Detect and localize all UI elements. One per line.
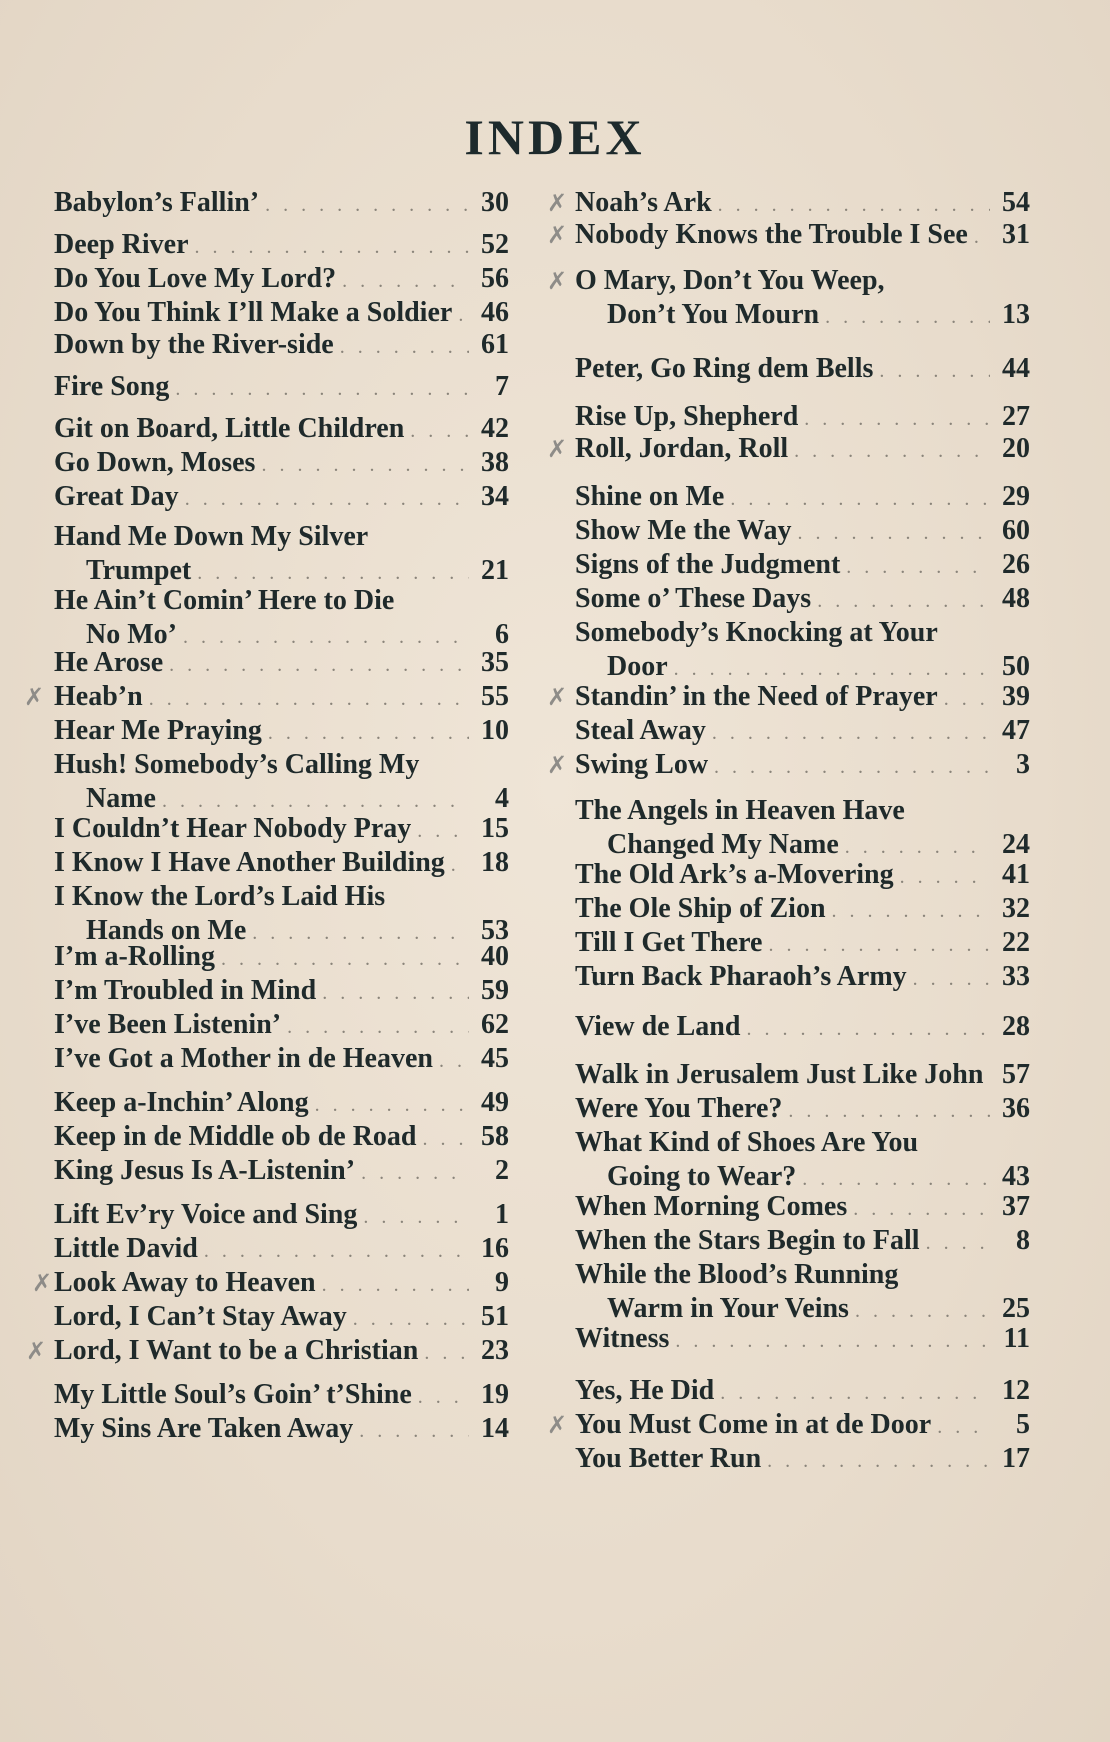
leader-dots: [825, 300, 990, 334]
page-number: 49: [481, 1087, 509, 1118]
index-entry: [575, 858, 1030, 894]
page-number: 46: [481, 297, 509, 328]
page-number: 48: [1002, 583, 1030, 614]
leader-dots: [798, 516, 991, 550]
entry-title: Lift Ev’ry Voice and Sing: [54, 1199, 358, 1230]
page-number: 27: [1002, 401, 1030, 432]
leader-dots: [974, 220, 990, 254]
entry-title-continued: Don’t You Mourn: [607, 299, 820, 330]
page-number: 21: [481, 555, 509, 586]
leader-dots: [804, 402, 990, 436]
page-number: 29: [1002, 481, 1030, 512]
entry-title: The Old Ark’s a-Movering: [575, 859, 894, 890]
page-number: 55: [481, 681, 509, 712]
leader-dots: [794, 434, 990, 468]
entry-title: Deep River: [54, 229, 189, 260]
leader-dots: [675, 1324, 990, 1358]
index-entry: [575, 582, 1030, 618]
index-entry: [54, 846, 509, 882]
leader-dots: [169, 648, 469, 682]
entry-title: Yes, He Did: [575, 1375, 715, 1406]
page-number: 44: [1002, 353, 1030, 384]
leader-dots: [175, 372, 469, 406]
index-entry: [54, 714, 509, 750]
page-number: 33: [1002, 961, 1030, 992]
index-entry: [54, 1232, 509, 1268]
leader-dots: [937, 1410, 990, 1444]
page-number: 25: [1002, 1293, 1030, 1324]
index-entry: [54, 1008, 509, 1044]
page-number: 34: [481, 481, 509, 512]
entry-title: Noah’s Ark: [575, 187, 712, 218]
page-number: 31: [1002, 219, 1030, 250]
entry-title: Go Down, Moses: [54, 447, 256, 478]
entry-title: I Know the Lord’s Laid His: [54, 881, 386, 912]
leader-dots: [149, 682, 469, 716]
entry-title: Witness: [575, 1323, 670, 1354]
leader-dots: [185, 482, 469, 516]
entry-title: Nobody Knows the Trouble I See: [575, 219, 968, 250]
index-entry: [54, 1154, 509, 1190]
page-number: 62: [481, 1009, 509, 1040]
index-entry: [54, 940, 509, 976]
leader-dots: [340, 330, 469, 364]
page-number: 37: [1002, 1191, 1030, 1222]
leader-dots: [768, 928, 990, 962]
check-mark-icon: ✗: [32, 1269, 53, 1297]
check-mark-icon: ✗: [547, 751, 568, 779]
leader-dots: [322, 1268, 469, 1302]
entry-title: Somebody’s Knocking at Your: [575, 617, 938, 648]
index-entry: [54, 748, 509, 818]
entry-title: My Sins Are Taken Away: [54, 1413, 354, 1444]
leader-dots: [817, 584, 990, 618]
index-entry: [575, 748, 1030, 784]
entry-title-continued: Trumpet: [86, 555, 192, 586]
page-number: 11: [1003, 1323, 1030, 1354]
index-entry: [575, 714, 1030, 750]
leader-dots: [359, 1414, 469, 1448]
index-entry: [575, 926, 1030, 962]
page-number: 53: [481, 915, 509, 946]
page-number: 43: [1002, 1161, 1030, 1192]
index-entry: [575, 186, 1030, 222]
index-entry: [575, 480, 1030, 516]
check-mark-icon: ✗: [547, 683, 568, 711]
entry-title: Lord, I Want to be a Christian: [54, 1335, 419, 1366]
page-number: 57: [1002, 1059, 1030, 1090]
leader-dots: [730, 482, 990, 516]
page-number: 1: [495, 1199, 509, 1230]
entry-title: Were You There?: [575, 1093, 783, 1124]
page-number: 42: [481, 413, 509, 444]
index-entry: [575, 680, 1030, 716]
index-entry: [54, 228, 509, 264]
page-number: 2: [495, 1155, 509, 1186]
page-number: 19: [481, 1379, 509, 1410]
entry-title: Keep in de Middle ob de Road: [54, 1121, 417, 1152]
entry-title-continued: Going to Wear?: [607, 1161, 797, 1192]
leader-dots: [417, 814, 469, 848]
index-entry: [54, 328, 509, 364]
page-number: 9: [495, 1267, 509, 1298]
page-number: 52: [481, 229, 509, 260]
index-entry: [575, 1374, 1030, 1410]
index-entry: [575, 1258, 1030, 1328]
entry-title-continued: Changed My Name: [607, 829, 839, 860]
entry-title: My Little Soul’s Goin’ t’Shine: [54, 1379, 412, 1410]
index-entry: [54, 1300, 509, 1336]
entry-title: Shine on Me: [575, 481, 725, 512]
entry-title: Steal Away: [575, 715, 706, 746]
page-number: 16: [481, 1233, 509, 1264]
leader-dots: [410, 414, 469, 448]
index-entry: [54, 296, 509, 332]
index-entry: [575, 1408, 1030, 1444]
index-entry: [54, 812, 509, 848]
page-number: 35: [481, 647, 509, 678]
leader-dots: [439, 1044, 469, 1078]
page-number: 30: [481, 187, 509, 218]
leader-dots: [720, 1376, 990, 1410]
page-number: 4: [495, 783, 509, 814]
leader-dots: [221, 942, 469, 976]
leader-dots: [879, 354, 990, 388]
entry-title: Fire Song: [54, 371, 170, 402]
index-entry: [54, 370, 509, 406]
page-number: 59: [481, 975, 509, 1006]
entry-title: I’m Troubled in Mind: [54, 975, 317, 1006]
entry-title: When the Stars Begin to Fall: [575, 1225, 920, 1256]
index-entry: [54, 1086, 509, 1122]
entry-title: I Couldn’t Hear Nobody Pray: [54, 813, 412, 844]
entry-title: Rise Up, Shepherd: [575, 401, 799, 432]
entry-title: Peter, Go Ring dem Bells: [575, 353, 874, 384]
entry-title-continued: Warm in Your Veins: [607, 1293, 849, 1324]
leader-dots: [315, 1088, 469, 1122]
entry-title: Do You Think I’ll Make a Soldier: [54, 297, 453, 328]
entry-title: You Must Come in at de Door: [575, 1409, 932, 1440]
page-number: 47: [1002, 715, 1030, 746]
page-number: 12: [1002, 1375, 1030, 1406]
entry-title: Little David: [54, 1233, 198, 1264]
index-entry: [54, 480, 509, 516]
page-number: 23: [481, 1335, 509, 1366]
leader-dots: [913, 962, 990, 996]
entry-title: Some o’ These Days: [575, 583, 812, 614]
leader-dots: [363, 1200, 469, 1234]
index-entry: [54, 1198, 509, 1234]
entry-title: Till I Get There: [575, 927, 763, 958]
page-number: 60: [1002, 515, 1030, 546]
check-mark-icon: ✗: [547, 189, 568, 217]
entry-title: You Better Run: [575, 1443, 762, 1474]
check-mark-icon: ✗: [547, 1411, 568, 1439]
page-number: 61: [481, 329, 509, 360]
index-entry: [575, 1442, 1030, 1478]
index-entry: [54, 1042, 509, 1078]
page-number: 8: [1016, 1225, 1030, 1256]
page-number: 41: [1002, 859, 1030, 890]
leader-dots: [718, 188, 990, 222]
index-entry: [54, 446, 509, 482]
leader-dots: [261, 448, 469, 482]
index-entry: [54, 584, 509, 654]
page-number: 51: [481, 1301, 509, 1332]
entry-title: Hear Me Praying: [54, 715, 262, 746]
entry-title: Swing Low: [575, 749, 709, 780]
leader-dots: [361, 1156, 469, 1190]
index-entry: [575, 960, 1030, 996]
index-entry: [575, 892, 1030, 928]
leader-dots: [712, 716, 990, 750]
leader-dots: [714, 750, 990, 784]
index-entry: [575, 1126, 1030, 1196]
page-number: 13: [1002, 299, 1030, 330]
check-mark-icon: ✗: [26, 1337, 47, 1365]
entry-title: Git on Board, Little Children: [54, 413, 405, 444]
leader-dots: [204, 1234, 469, 1268]
entry-title: The Angels in Heaven Have: [575, 795, 905, 826]
check-mark-icon: ✗: [547, 267, 568, 295]
page-title: INDEX: [464, 109, 646, 165]
entry-title: Do You Love My Lord?: [54, 263, 337, 294]
index-entry: [575, 218, 1030, 254]
leader-dots: [746, 1012, 990, 1046]
leader-dots: [944, 682, 990, 716]
page-number: 26: [1002, 549, 1030, 580]
entry-title: What Kind of Shoes Are You: [575, 1127, 919, 1158]
page-number: 54: [1002, 187, 1030, 218]
entry-title: Great Day: [54, 481, 179, 512]
index-entry: [54, 1120, 509, 1156]
entry-title-continued: Hands on Me: [86, 915, 247, 946]
leader-dots: [832, 894, 990, 928]
index-entry: [575, 264, 1030, 334]
page-number: 36: [1002, 1093, 1030, 1124]
leader-dots: [342, 264, 469, 298]
entry-title: Look Away to Heaven: [54, 1267, 316, 1298]
entry-title: Roll, Jordan, Roll: [575, 433, 789, 464]
index-entry: [575, 400, 1030, 436]
leader-dots: [451, 848, 469, 882]
entry-title: Standin’ in the Need of Prayer: [575, 681, 938, 712]
entry-title: When Morning Comes: [575, 1191, 848, 1222]
index-entry: [54, 520, 509, 590]
page-number: 3: [1016, 749, 1030, 780]
page-number: 58: [481, 1121, 509, 1152]
leader-dots: [853, 1192, 990, 1226]
index-entry: [575, 1092, 1030, 1128]
index-entry: [575, 1224, 1030, 1260]
leader-dots: [418, 1380, 469, 1414]
index-entry: [54, 1334, 509, 1370]
entry-title: Lord, I Can’t Stay Away: [54, 1301, 347, 1332]
leader-dots: [422, 1122, 469, 1156]
leader-dots: [767, 1444, 990, 1478]
page-number: 39: [1002, 681, 1030, 712]
page-number: 6: [495, 619, 509, 650]
index-entry: [575, 616, 1030, 686]
page-number: 20: [1002, 433, 1030, 464]
entry-title: I Know I Have Another Building: [54, 847, 445, 878]
index-entry: [575, 352, 1030, 388]
index-entry: [54, 262, 509, 298]
entry-title: The Ole Ship of Zion: [575, 893, 826, 924]
index-entry: [575, 548, 1030, 584]
index-entry: [575, 794, 1030, 864]
leader-dots: [926, 1226, 990, 1260]
leader-dots: [268, 716, 469, 750]
leader-dots: [458, 298, 469, 332]
entry-title: Walk in Jerusalem Just Like John: [575, 1059, 984, 1090]
page-number: 10: [481, 715, 509, 746]
entry-title: He Ain’t Comin’ Here to Die: [54, 585, 395, 616]
index-entry: [575, 1190, 1030, 1226]
entry-title: O Mary, Don’t You Weep,: [575, 265, 885, 296]
page-number: 14: [481, 1413, 509, 1444]
page-number: 5: [1016, 1409, 1030, 1440]
page-number: 28: [1002, 1011, 1030, 1042]
index-entry: [54, 412, 509, 448]
entry-title-continued: Door: [607, 651, 668, 682]
leader-dots: [322, 976, 469, 1010]
page-number: 18: [481, 847, 509, 878]
index-entry: [54, 646, 509, 682]
leader-dots: [846, 550, 990, 584]
index-entry: [54, 1412, 509, 1448]
entry-title: View de Land: [575, 1011, 741, 1042]
leader-dots: [788, 1094, 990, 1128]
page-number: 15: [481, 813, 509, 844]
page-number: 17: [1002, 1443, 1030, 1474]
entry-title-continued: Name: [86, 783, 156, 814]
entry-title: While the Blood’s Running: [575, 1259, 899, 1290]
entry-title: Babylon’s Fallin’: [54, 187, 260, 218]
index-entry: [54, 680, 509, 716]
index-entry: [575, 514, 1030, 550]
entry-title: Signs of the Judgment: [575, 549, 841, 580]
leader-dots: [195, 230, 469, 264]
check-mark-icon: ✗: [24, 683, 45, 711]
page-number: 7: [495, 371, 509, 402]
leader-dots: [353, 1302, 469, 1336]
check-mark-icon: ✗: [547, 221, 568, 249]
page-number: 32: [1002, 893, 1030, 924]
entry-title: Heab’n: [54, 681, 143, 712]
leader-dots: [989, 1060, 990, 1094]
index-entry: [54, 1266, 509, 1302]
leader-dots: [424, 1336, 469, 1370]
entry-title-continued: No Mo’: [86, 619, 177, 650]
entry-title: Keep a-Inchin’ Along: [54, 1087, 309, 1118]
index-entry: [575, 1010, 1030, 1046]
index-entry: [54, 186, 509, 222]
leader-dots: [265, 188, 469, 222]
page-number: 38: [481, 447, 509, 478]
entry-title: I’ve Got a Mother in de Heaven: [54, 1043, 433, 1074]
index-entry: [575, 1058, 1030, 1094]
index-entry: [575, 432, 1030, 468]
entry-title: I’ve Been Listenin’: [54, 1009, 282, 1040]
entry-title: I’m a-Rolling: [54, 941, 215, 972]
entry-title: Hand Me Down My Silver: [54, 521, 369, 552]
leader-dots: [287, 1010, 469, 1044]
entry-title: Hush! Somebody’s Calling My: [54, 749, 420, 780]
entry-title: Down by the River-side: [54, 329, 334, 360]
page-number: 40: [481, 941, 509, 972]
index-entry: [575, 1322, 1030, 1358]
leader-dots: [900, 860, 990, 894]
entry-title: He Arose: [54, 647, 164, 678]
index-entry: [54, 974, 509, 1010]
check-mark-icon: ✗: [547, 435, 568, 463]
page-number: 56: [481, 263, 509, 294]
entry-title: Show Me the Way: [575, 515, 792, 546]
page-number: 22: [1002, 927, 1030, 958]
page-number: 50: [1002, 651, 1030, 682]
page-number: 24: [1002, 829, 1030, 860]
index-entry: [54, 1378, 509, 1414]
page-number: 45: [481, 1043, 509, 1074]
entry-title: Turn Back Pharaoh’s Army: [575, 961, 907, 992]
entry-title: King Jesus Is A-Listenin’: [54, 1155, 356, 1186]
